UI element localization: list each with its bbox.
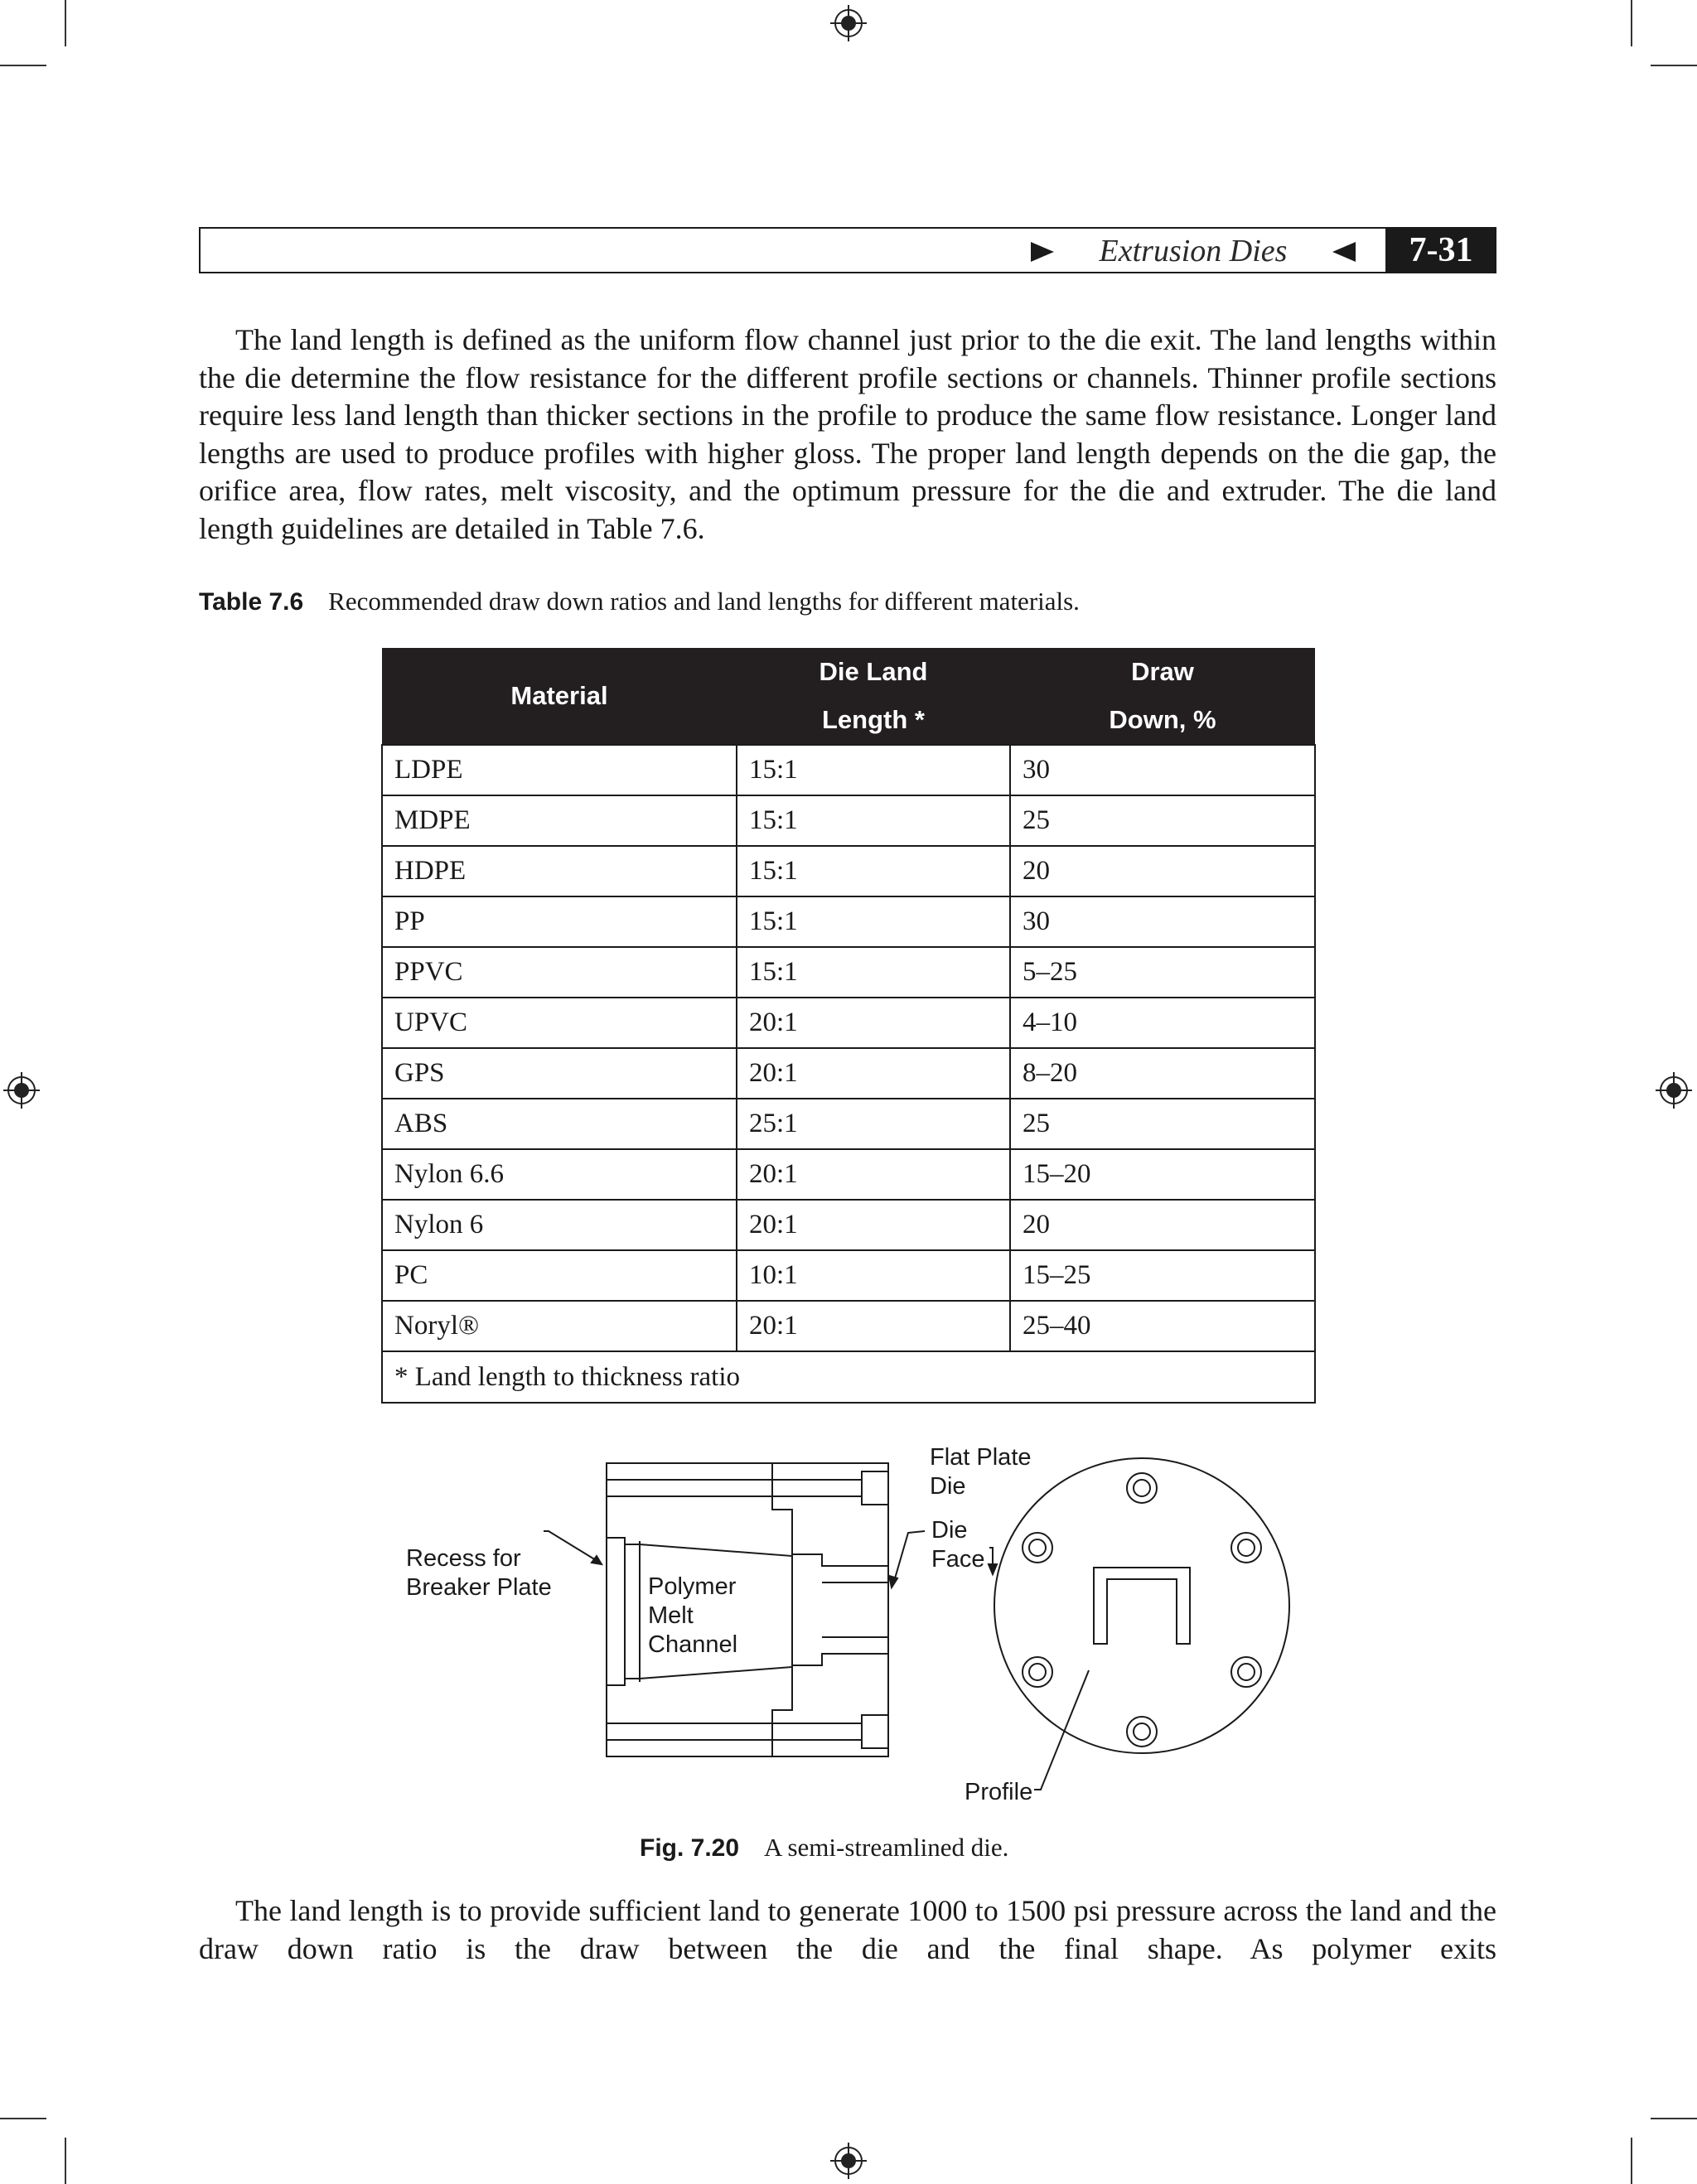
table-row <box>382 1048 1315 1099</box>
registration-mark-icon <box>1656 1072 1692 1109</box>
registration-mark-icon <box>3 1072 40 1109</box>
label-flat-plate-die <box>930 1443 1032 1501</box>
triangle-right-icon <box>1031 242 1054 262</box>
label-line: Polymer <box>648 1573 737 1600</box>
table-row <box>382 1099 1315 1149</box>
column-header-material: Material <box>382 648 737 745</box>
crop-mark <box>1631 2138 1632 2184</box>
table-row <box>382 1301 1315 1351</box>
cell-land-length: 20:1 <box>737 998 1010 1048</box>
body-paragraph: The land length is to provide sufficient land to generate 1000 to 1500 psi pressure across the land and the draw down ratio is the draw between the die and the final shape. As polymer exits <box>199 1894 1496 1965</box>
profile-opening <box>1094 1568 1190 1644</box>
cell-material: GPS <box>382 1048 737 1099</box>
label-recess <box>406 1544 552 1602</box>
cell-draw-down: 30 <box>1010 745 1315 795</box>
cell-material: Noryl® <box>382 1301 737 1351</box>
triangle-left-icon <box>1332 242 1356 262</box>
table-caption <box>199 585 1080 619</box>
cell-draw-down: 8–20 <box>1010 1048 1315 1099</box>
cell-draw-down: 20 <box>1010 846 1315 896</box>
table-row <box>382 1200 1315 1250</box>
table-row <box>382 1149 1315 1200</box>
cell-material: PC <box>382 1250 737 1301</box>
label-die-face <box>931 1516 984 1574</box>
label-line: Recess for <box>406 1545 521 1572</box>
cell-material: Nylon 6 <box>382 1200 737 1250</box>
table-footnote: * Land length to thickness ratio <box>382 1351 1315 1403</box>
cell-material: UPVC <box>382 998 737 1048</box>
bolt-block <box>862 1715 888 1748</box>
running-header <box>199 227 1496 273</box>
label-line: Breaker Plate <box>406 1574 552 1601</box>
cell-material: HDPE <box>382 846 737 896</box>
cell-draw-down: 25 <box>1010 1099 1315 1149</box>
label-line: Die <box>930 1473 966 1500</box>
cell-land-length: 20:1 <box>737 1149 1010 1200</box>
cell-material: PP <box>382 896 737 947</box>
registration-mark-icon <box>830 5 867 41</box>
table-row <box>382 998 1315 1048</box>
cell-land-length: 10:1 <box>737 1250 1010 1301</box>
column-header-line: Length * <box>822 705 925 734</box>
column-header-line: Die Land <box>819 657 928 686</box>
cell-material: MDPE <box>382 795 737 846</box>
table-footnote-row <box>382 1351 1315 1403</box>
figure-caption-text: A semi-streamlined die. <box>764 1833 1009 1862</box>
cell-material: PPVC <box>382 947 737 998</box>
data-table <box>381 648 1316 1404</box>
label-polymer-melt-channel <box>648 1573 737 1660</box>
registration-mark-icon <box>830 2143 867 2179</box>
cell-land-length: 15:1 <box>737 795 1010 846</box>
table-row <box>382 947 1315 998</box>
label-profile: Profile <box>965 1779 1033 1805</box>
cell-material: LDPE <box>382 745 737 795</box>
label-line: Channel <box>648 1631 738 1658</box>
table-label: Table 7.6 <box>199 588 304 616</box>
column-header-land-length <box>737 648 1010 745</box>
bolt-block <box>862 1471 888 1505</box>
table-header-row <box>382 648 1315 745</box>
table-row <box>382 896 1315 947</box>
cell-draw-down: 15–20 <box>1010 1149 1315 1200</box>
label-line: Melt <box>648 1602 694 1629</box>
cell-draw-down: 15–25 <box>1010 1250 1315 1301</box>
cell-draw-down: 25–40 <box>1010 1301 1315 1351</box>
table-caption-text: Recommended draw down ratios and land lengths for different materials. <box>328 587 1080 616</box>
label-line: Die <box>931 1517 968 1544</box>
cell-land-length: 20:1 <box>737 1301 1010 1351</box>
cell-land-length: 25:1 <box>737 1099 1010 1149</box>
cell-land-length: 15:1 <box>737 896 1010 947</box>
crop-mark <box>0 65 46 66</box>
cell-land-length: 15:1 <box>737 947 1010 998</box>
crop-mark <box>1631 0 1632 46</box>
column-header-line: Down, % <box>1109 705 1216 734</box>
label-line: Flat Plate <box>930 1444 1032 1471</box>
label-line: Face <box>931 1546 985 1573</box>
page-number: 7-31 <box>1385 227 1496 273</box>
body-paragraph: The land length is defined as the uniform flow channel just prior to the die exit. The land lengths within the die determine the flow resistance for the different profile sections or channels. Thinner profile sections require less land length than thicker sections in the profile to produce the same flow resistance. Longer land lengths are used to produce profiles with higher gloss. The proper land length depends on the die gap, the orifice area, flow rates, melt viscosity, and the optimum pressure for the die and extruder. The die land length guidelines are detailed in Table 7.6. <box>199 323 1496 545</box>
cell-material: Nylon 6.6 <box>382 1149 737 1200</box>
cell-draw-down: 30 <box>1010 896 1315 947</box>
table-row <box>382 1250 1315 1301</box>
crop-mark <box>1651 65 1697 66</box>
cell-draw-down: 20 <box>1010 1200 1315 1250</box>
running-header-title: Extrusion Dies <box>1099 234 1288 268</box>
table-row <box>382 745 1315 795</box>
breaker-plate-recess <box>607 1538 625 1685</box>
cell-draw-down: 4–10 <box>1010 998 1315 1048</box>
cell-draw-down: 5–25 <box>1010 947 1315 998</box>
cell-material: ABS <box>382 1099 737 1149</box>
table-row <box>382 795 1315 846</box>
table-row <box>382 846 1315 896</box>
cell-draw-down: 25 <box>1010 795 1315 846</box>
crop-mark <box>65 0 66 46</box>
column-header-line: Draw <box>1131 657 1194 686</box>
figure-label: Fig. 7.20 <box>640 1834 740 1862</box>
column-header-draw-down <box>1010 648 1315 745</box>
figure-caption <box>640 1831 1008 1865</box>
cell-land-length: 20:1 <box>737 1048 1010 1099</box>
cell-land-length: 15:1 <box>737 846 1010 896</box>
cell-land-length: 20:1 <box>737 1200 1010 1250</box>
die-diagram <box>398 1442 1309 1806</box>
crop-mark <box>65 2138 66 2184</box>
crop-mark <box>1651 2118 1697 2119</box>
cell-land-length: 15:1 <box>737 745 1010 795</box>
crop-mark <box>0 2118 46 2119</box>
